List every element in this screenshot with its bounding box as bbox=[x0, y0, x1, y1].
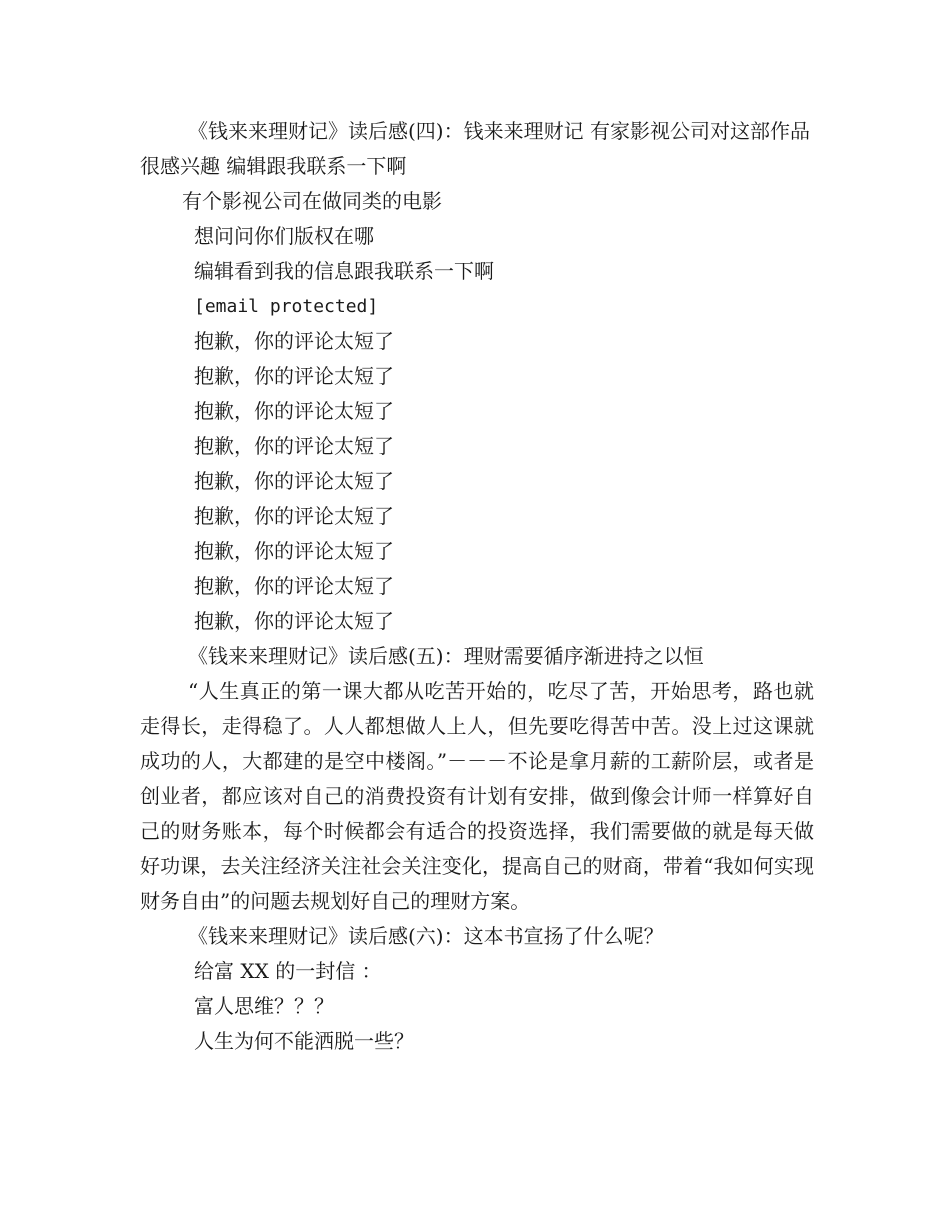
paragraph-comment-too-short: 抱歉，你的评论太短了 bbox=[194, 574, 394, 598]
paragraph-email-protected: [email protected] bbox=[194, 296, 379, 317]
paragraph-comment-too-short: 抱歉，你的评论太短了 bbox=[194, 399, 394, 423]
paragraph-review-6-title: 《钱来来理财记》读后感(六)：这本书宣扬了什么呢？ bbox=[188, 924, 664, 948]
paragraph-comment-too-short: 抱歉，你的评论太短了 bbox=[194, 364, 394, 388]
paragraph-review-5-body: “人生真正的第一课大都从吃苦开始的，吃尽了苦，开始思考，路也就走得长，走得稳了。人人都想做人上人，但先要吃得苦中苦。没上过这课就成功的人，大都建的是空中楼阁。”－－－不论是拿月薪的工薪阶层，或者是创业者，都应该对自己的消费投资有计划有安排，做到像会计师一样算好自己的财务账本，每个时候都会有适合的投资选择，我们需要做的就是每天做好功课，去关注经济关注社会关注变化，提高自己的财商，带着“我如何实现财务自由”的问题去规划好自己的理财方案。 bbox=[140, 679, 814, 913]
paragraph-comment-too-short: 抱歉，你的评论太短了 bbox=[194, 434, 394, 458]
document-body bbox=[140, 114, 814, 1059]
paragraph-review-5-title: 《钱来来理财记》读后感(五)：理财需要循序渐进持之以恒 bbox=[188, 644, 704, 668]
paragraph-comment-too-short: 抱歉，你的评论太短了 bbox=[194, 539, 394, 563]
paragraph-copyright-question: 想问问你们版权在哪 bbox=[194, 224, 374, 248]
paragraph-rich-mindset: 富人思维？？？ bbox=[194, 994, 334, 1018]
paragraph-contact-request: 编辑看到我的信息跟我联系一下啊 bbox=[194, 259, 494, 283]
paragraph-why-not-free: 人生为何不能洒脱一些？ bbox=[194, 1029, 414, 1053]
paragraph-review-4-title: 《钱来来理财记》读后感(四)：钱来来理财记 有家影视公司对这部作品很感兴趣 编辑跟我联系一下啊 bbox=[140, 119, 810, 178]
paragraph-letter-to-rich: 给富 XX 的一封信 ： bbox=[194, 959, 382, 983]
paragraph-comment-too-short: 抱歉，你的评论太短了 bbox=[194, 329, 394, 353]
paragraph-film-company: 有个影视公司在做同类的电影 bbox=[182, 189, 442, 213]
paragraph-comment-too-short: 抱歉，你的评论太短了 bbox=[194, 609, 394, 633]
paragraph-comment-too-short: 抱歉，你的评论太短了 bbox=[194, 469, 394, 493]
paragraph-comment-too-short: 抱歉，你的评论太短了 bbox=[194, 504, 394, 528]
